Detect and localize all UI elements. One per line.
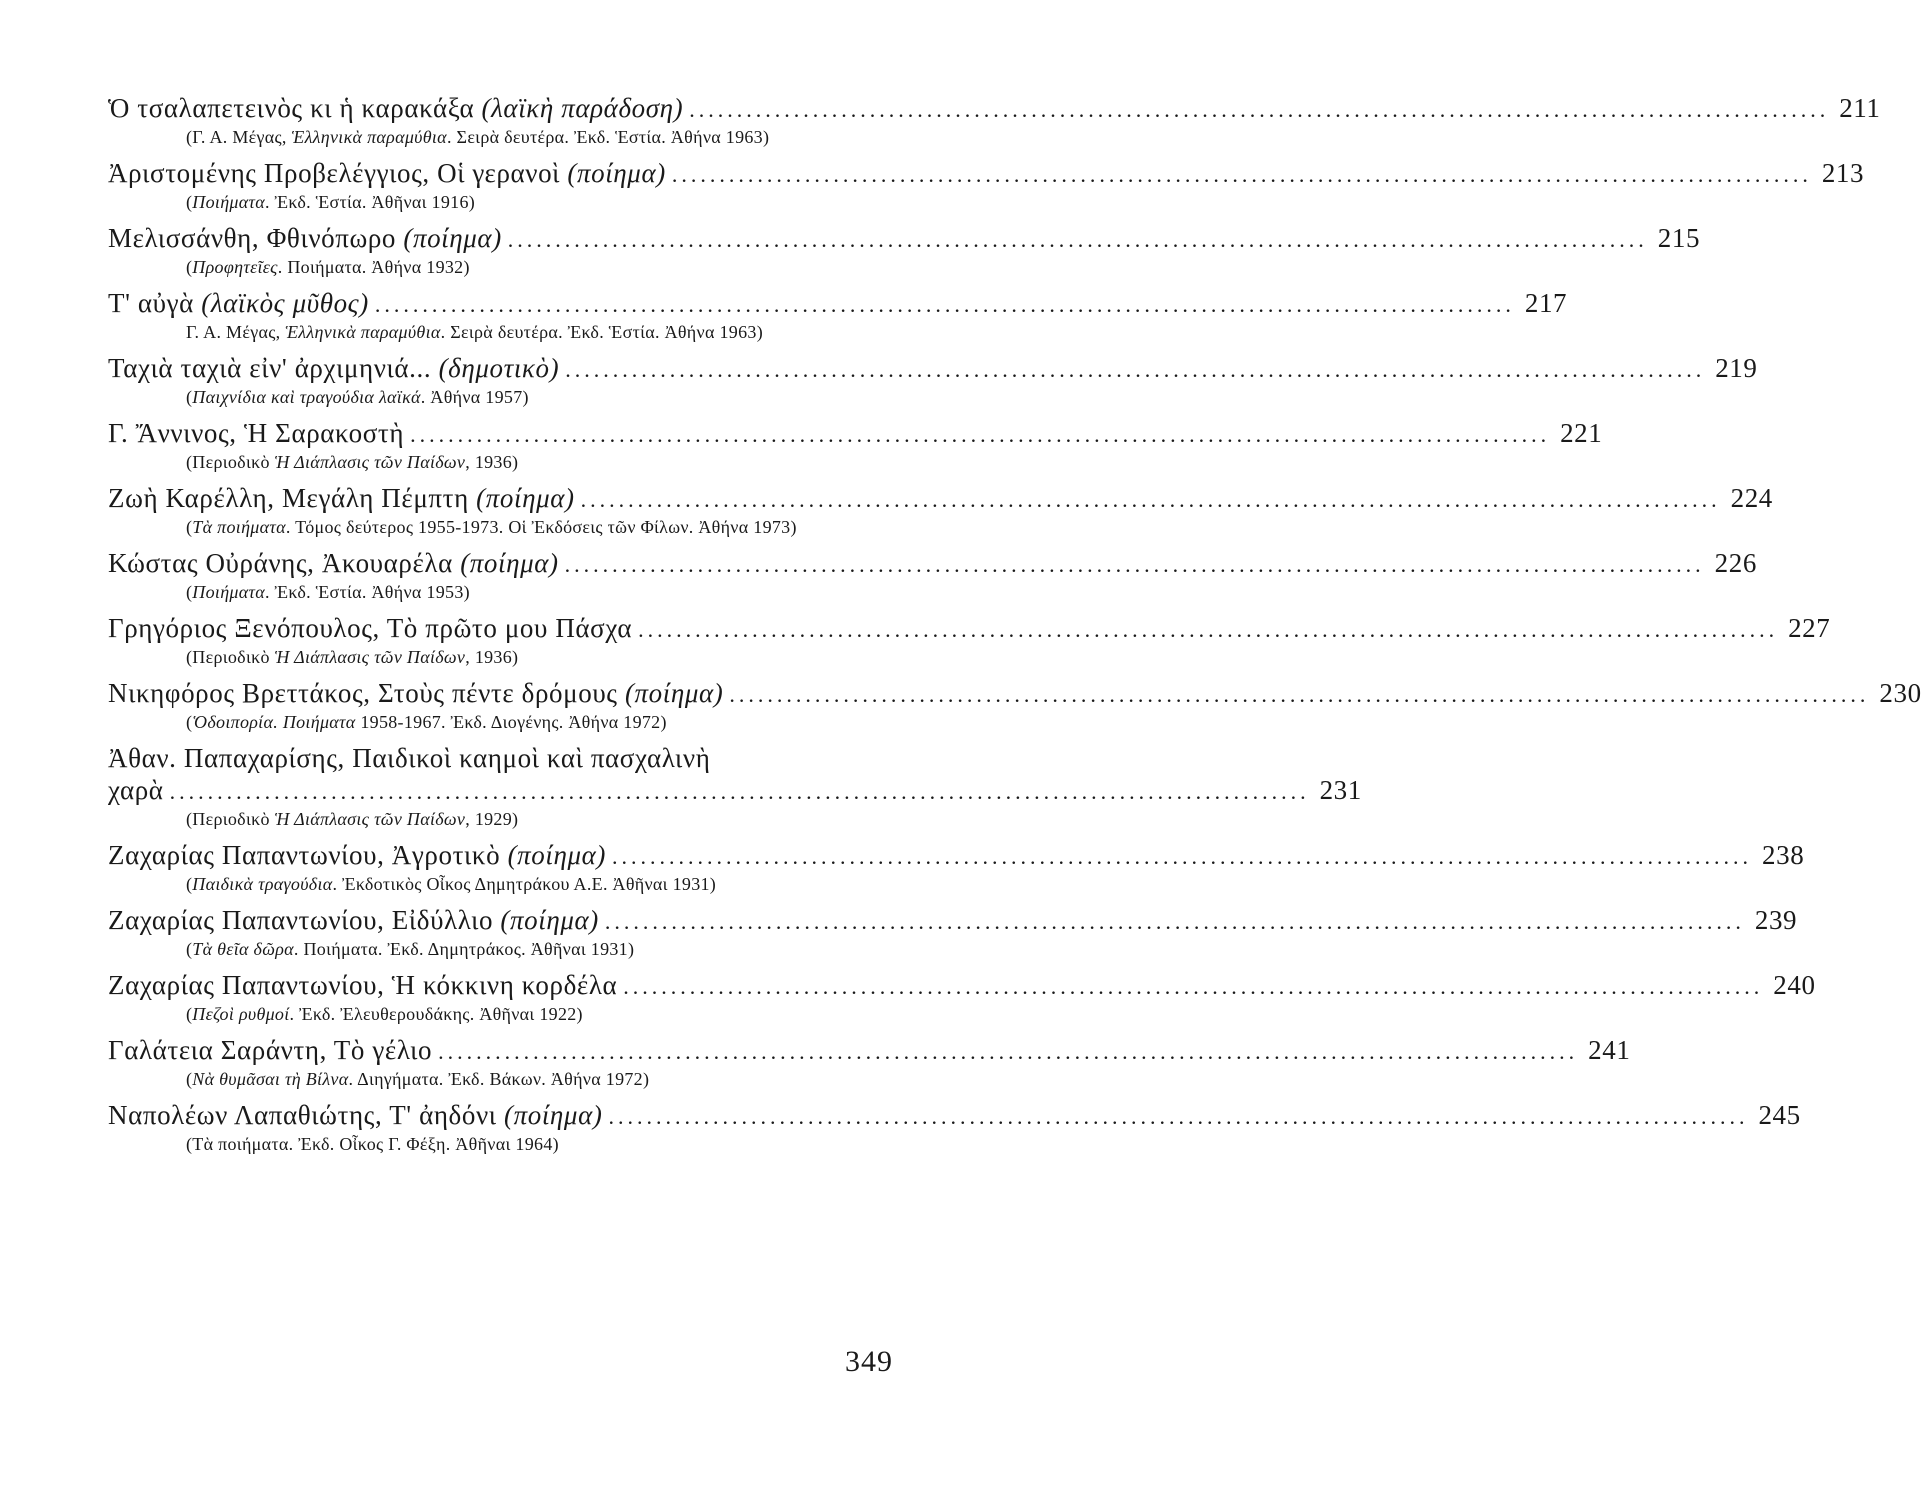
- leader-dots: ........................................................................................................................: [565, 357, 1706, 382]
- entry-line: [108, 547, 1757, 581]
- entry-genre: (λαϊκὸς μῦθος): [201, 288, 369, 318]
- entry-line: [108, 612, 1831, 646]
- source-text: . Ἐκδ. Ἑστία. Ἀθήνα 1953): [265, 582, 470, 602]
- entry-genre: (ποίημα): [567, 158, 666, 188]
- leader-dots: ........................................................................................................................: [507, 227, 1648, 252]
- toc-entry: [108, 222, 1701, 279]
- entry-line: [108, 482, 1773, 516]
- entry-title-text: Ἀριστομένης Προβελέγγιος, Οἱ γερανοὶ: [108, 158, 568, 188]
- source-text: , 1936): [465, 647, 519, 667]
- entry-title: [108, 904, 599, 936]
- source-text: . Σειρὰ δευτέρα. Ἐκδ. Ἑστία. Ἀθήνα 1963): [440, 322, 763, 342]
- entry-source: [186, 711, 826, 734]
- page-number: 349: [845, 1345, 893, 1378]
- entry-title: [108, 677, 723, 709]
- entry-line: [108, 839, 1805, 873]
- source-title: Ἑλληνικὰ παραμύθια: [291, 127, 447, 147]
- source-text: . Ποιήματα. Ἀθήνα 1932): [277, 257, 470, 277]
- leader-dots: ........................................................................................................................: [604, 909, 1745, 934]
- source-text: (: [186, 192, 193, 212]
- entry-source: [186, 873, 826, 896]
- source-text: Γ. Α. Μέγας,: [186, 322, 286, 342]
- source-text: . Ἐκδοτικὸς Οἶκος Δημητράκου Α.Ε. Ἀθῆναι 1931): [332, 874, 717, 894]
- source-text: (: [186, 517, 193, 537]
- source-title: Τὰ ποιήματα: [192, 517, 286, 537]
- source-text: (: [186, 874, 193, 894]
- entry-line: [108, 969, 1816, 1003]
- entry-genre: (ποίημα): [500, 905, 599, 935]
- entry-genre: (ποίημα): [504, 1100, 603, 1130]
- entry-line: [108, 222, 1701, 256]
- leader-dots: ........................................................................................................................: [580, 487, 1721, 512]
- entry-genre: (ποίημα): [624, 678, 724, 708]
- source-text: (: [186, 712, 193, 732]
- entry-genre: (ποίημα): [460, 548, 559, 578]
- source-text: (: [186, 1069, 193, 1089]
- entry-page: 211: [1839, 93, 1881, 123]
- source-text: . Ἐκδ. Ἐλευθερουδάκης. Ἀθῆναι 1922): [289, 1004, 583, 1024]
- source-title: Προφητεῖες: [192, 257, 278, 277]
- toc-entry: [108, 287, 1568, 344]
- source-title: Παιχνίδια καὶ τραγούδια λαϊκά: [192, 387, 421, 407]
- entry-page: 215: [1657, 223, 1701, 253]
- leader-dots: ........................................................................................................................: [608, 1104, 1749, 1129]
- source-text: . Ποιήματα. Ἐκδ. Δημητράκος. Ἀθῆναι 1931): [293, 939, 635, 959]
- entry-genre: (ποίημα): [476, 483, 575, 513]
- entry-source: [186, 646, 826, 669]
- toc-entry: [108, 157, 1865, 214]
- entry-line: [108, 1034, 1631, 1068]
- entry-page: 227: [1788, 613, 1831, 643]
- entry-source: [186, 516, 826, 539]
- entry-title-text: Ὁ τσαλαπετεινὸς κι ἡ καρακάξα: [108, 93, 482, 123]
- source-title: Ἡ Διάπλασις τῶν Παίδων: [274, 809, 466, 829]
- entry-page: 226: [1714, 548, 1757, 578]
- entry-title-text: Ζωὴ Καρέλλη, Μεγάλη Πέμπτη: [108, 483, 477, 513]
- source-text: . Τόμος δεύτερος 1955-1973. Οἱ Ἐκδόσεις τῶν Φίλων. Ἀθήνα 1973): [285, 517, 797, 537]
- source-text: . Διηγήματα. Ἐκδ. Βάκων. Ἀθήνα 1972): [348, 1069, 650, 1089]
- entry-title: [108, 1034, 432, 1066]
- entry-page: 221: [1560, 418, 1603, 448]
- entry-source: [186, 808, 826, 831]
- entry-line: [108, 352, 1758, 386]
- source-text: . Ἐκδ. Ἑστία. Ἀθῆναι 1916): [265, 192, 476, 212]
- entry-genre: (δημοτικὸ): [438, 353, 560, 383]
- entry-title-text: Ζαχαρίας Παπαντωνίου, Ἡ κόκκινη κορδέλα: [108, 970, 618, 1000]
- leader-dots: ........................................................................................................................: [729, 682, 1870, 707]
- source-text: (: [186, 939, 193, 959]
- source-title: Ὁδοιπορία. Ποιήματα: [192, 712, 356, 732]
- toc-entry: [108, 612, 1831, 669]
- toc-entry: [108, 547, 1757, 604]
- entry-page: 217: [1524, 288, 1568, 318]
- leader-dots: ........................................................................................................................: [169, 779, 1310, 804]
- table-of-contents: [108, 92, 1922, 1164]
- source-title: Ἡ Διάπλασις τῶν Παίδων: [274, 647, 466, 667]
- entry-page: 224: [1730, 483, 1773, 513]
- toc-entry: [108, 839, 1805, 896]
- source-text: (: [186, 257, 193, 277]
- source-text: (Περιοδικὸ: [186, 452, 275, 472]
- source-text: (: [186, 582, 193, 602]
- entry-title: [108, 612, 632, 644]
- entry-genre: (ποίημα): [403, 223, 502, 253]
- entry-source: [186, 1003, 826, 1026]
- toc-entry: [108, 904, 1798, 961]
- entry-line: [108, 774, 1362, 808]
- entry-line: [108, 92, 1881, 126]
- entry-line: [108, 157, 1865, 191]
- source-title: Ποιήματα: [192, 582, 266, 602]
- source-text: 1958-1967. Ἐκδ. Διογένης. Ἀθήνα 1972): [355, 712, 667, 732]
- source-text: (: [186, 387, 193, 407]
- source-title: Ἡ Διάπλασις τῶν Παίδων: [274, 452, 466, 472]
- entry-page: 239: [1754, 905, 1798, 935]
- entry-source: [186, 938, 826, 961]
- entry-title-text: Τ' αὐγὰ: [108, 288, 202, 318]
- entry-title-text: Κώστας Οὐράνης, Ἀκουαρέλα: [108, 548, 461, 578]
- entry-page: 241: [1588, 1035, 1631, 1065]
- leader-dots: ........................................................................................................................: [374, 292, 1515, 317]
- source-text: , 1936): [465, 452, 519, 472]
- source-text: . Σειρὰ δευτέρα. Ἐκδ. Ἑστία. Ἀθήνα 1963): [446, 127, 770, 147]
- entry-page: 238: [1762, 840, 1805, 870]
- entry-source: [186, 386, 826, 409]
- leader-dots: ........................................................................................................................: [438, 1039, 1579, 1064]
- toc-entry: [108, 969, 1816, 1026]
- entry-source: [186, 191, 826, 214]
- source-title: Παιδικὰ τραγούδια: [192, 874, 333, 894]
- entry-page: 231: [1319, 775, 1362, 805]
- entry-genre: (ποίημα): [507, 840, 607, 870]
- entry-title-text: Μελισσάνθη, Φθινόπωρο: [108, 223, 404, 253]
- toc-entry: [108, 482, 1773, 539]
- entry-title-text: Γρηγόριος Ξενόπουλος, Τὸ πρῶτο μου Πάσχα: [108, 613, 633, 643]
- entry-title: [108, 352, 559, 384]
- entry-page: 213: [1821, 158, 1865, 188]
- leader-dots: ........................................................................................................................: [612, 844, 1753, 869]
- source-title: Ποιήματα: [192, 192, 266, 212]
- leader-dots: ........................................................................................................................: [623, 974, 1764, 999]
- entry-line: [108, 677, 1922, 711]
- source-title: Τὰ θεῖα δῶρα: [192, 939, 294, 959]
- source-text: (: [186, 1004, 193, 1024]
- entry-title: [108, 92, 683, 124]
- source-text: , 1929): [465, 809, 519, 829]
- entry-line: [108, 417, 1603, 451]
- entry-title-text: Νικηφόρος Βρεττάκος, Στοὺς πέντε δρόμους: [108, 678, 625, 708]
- entry-source: [186, 451, 826, 474]
- entry-title-text: Ζαχαρίας Παπαντωνίου, Ἀγροτικὸ: [108, 840, 508, 870]
- leader-dots: ........................................................................................................................: [671, 162, 1812, 187]
- leader-dots: ........................................................................................................................: [564, 552, 1705, 577]
- entry-title-text: Ζαχαρίας Παπαντωνίου, Εἰδύλλιο: [108, 905, 501, 935]
- entry-title-text: Ταχιὰ ταχιὰ εἰν' ἀρχιμηνιά...: [108, 353, 439, 383]
- entry-source: [186, 126, 826, 149]
- entry-genre: (λαϊκὴ παράδοση): [481, 93, 684, 123]
- entry-title: [108, 482, 575, 514]
- toc-entry: [108, 352, 1758, 409]
- entry-title: [108, 969, 617, 1001]
- entry-page: 230: [1879, 678, 1922, 708]
- entry-page: 219: [1715, 353, 1758, 383]
- entry-title: [108, 157, 666, 189]
- entry-source: [186, 1133, 826, 1156]
- entry-line: [108, 287, 1568, 321]
- source-text: (Περιοδικὸ: [186, 809, 275, 829]
- toc-entry: [108, 1099, 1801, 1156]
- entry-title: [108, 774, 164, 806]
- entry-source: [186, 581, 826, 604]
- leader-dots: ........................................................................................................................: [689, 97, 1830, 122]
- entry-title: [108, 839, 606, 871]
- entry-title: [108, 547, 559, 579]
- toc-entry: [108, 417, 1603, 474]
- toc-entry: [108, 1034, 1631, 1091]
- entry-title: [108, 1099, 602, 1131]
- source-text: (Γ. Α. Μέγας,: [186, 127, 292, 147]
- entry-title-text: Γαλάτεια Σαράντη, Τὸ γέλιο: [108, 1035, 433, 1065]
- toc-entry: [108, 677, 1922, 734]
- source-text: (Περιοδικὸ: [186, 647, 275, 667]
- toc-entry: [108, 92, 1881, 149]
- entry-title-text: χαρὰ: [108, 775, 164, 805]
- source-text: (Τὰ ποιήματα. Ἐκδ. Οἶκος Γ. Φέξη. Ἀθῆναι 1964): [186, 1134, 559, 1154]
- entry-title-text: Γ. Ἄννινος, Ἡ Σαρακοστὴ: [108, 418, 405, 448]
- source-title: Πεζοὶ ρυθμοί: [192, 1004, 290, 1024]
- entry-page: 240: [1773, 970, 1816, 1000]
- entry-line: [108, 904, 1798, 938]
- entry-title: [108, 417, 404, 449]
- source-title: Νὰ θυμᾶσαι τὴ Βίλνα: [192, 1069, 349, 1089]
- entry-source: [186, 1068, 826, 1091]
- entry-title-text: Ναπολέων Λαπαθιώτης, Τ' ἀηδόνι: [108, 1100, 505, 1130]
- entry-title-line: Ἀθαν. Παπαχαρίσης, Παιδικοὶ καημοὶ καὶ πασχαλινὴ: [108, 743, 711, 773]
- leader-dots: ........................................................................................................................: [638, 617, 1779, 642]
- entry-title: [108, 287, 369, 319]
- entry-source: [186, 321, 826, 344]
- entry-line: [108, 1099, 1801, 1133]
- toc-entry: [108, 742, 1362, 831]
- source-text: . Ἀθήνα 1957): [420, 387, 529, 407]
- entry-page: 245: [1758, 1100, 1801, 1130]
- source-title: Ἑλληνικὰ παραμύθια: [285, 322, 441, 342]
- entry-title: [108, 222, 502, 254]
- leader-dots: ........................................................................................................................: [410, 422, 1551, 447]
- entry-source: [186, 256, 826, 279]
